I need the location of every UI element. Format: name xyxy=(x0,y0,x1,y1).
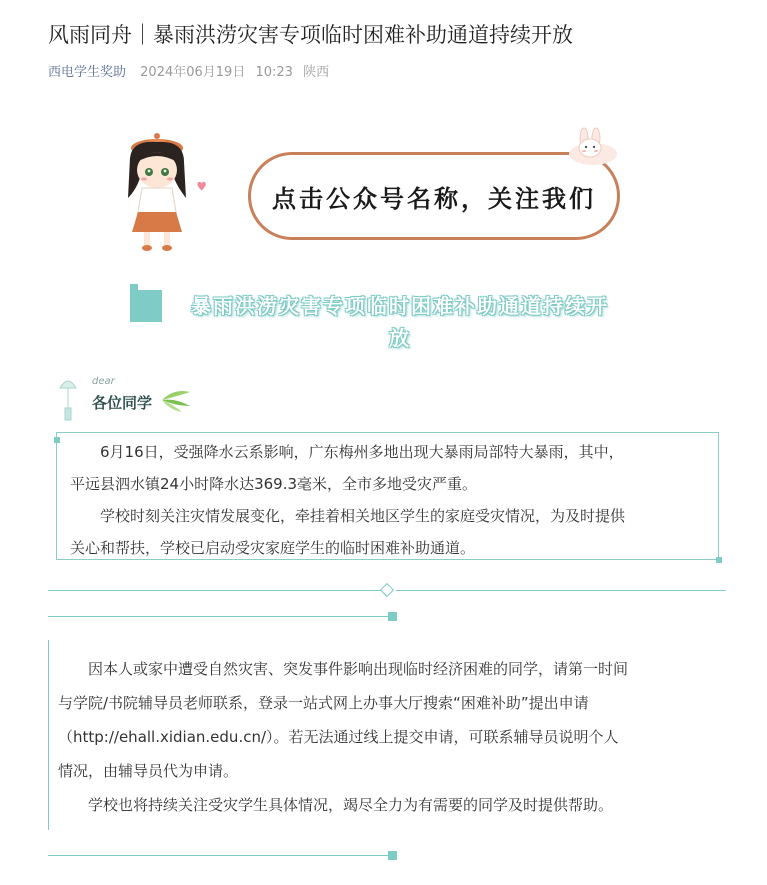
publish-location: 陕西 xyxy=(303,65,330,80)
article-title: 风雨同舟｜暴雨洪涝灾害专项临时困难补助通道持续开放 xyxy=(48,23,573,47)
wind-chime-icon xyxy=(56,372,80,422)
bunny-icon xyxy=(566,126,620,166)
article-meta xyxy=(48,64,329,82)
subtitle-line1: 暴雨洪涝灾害专项临时困难补助通道持续开 xyxy=(191,294,609,318)
subtitle-decoration xyxy=(130,290,162,322)
divider-square xyxy=(388,612,397,621)
application-text xyxy=(58,652,718,822)
box-corner-decoration xyxy=(54,437,60,443)
subtitle-decoration-small xyxy=(130,284,138,292)
application-p1-line2: 与学院/书院辅导员老师联系，登录一站式网上办事大厅搜索“困难补助”提出申请 xyxy=(58,694,589,712)
box-corner-decoration xyxy=(716,557,722,563)
subtitle xyxy=(160,290,640,354)
bamboo-leaf-icon xyxy=(160,382,192,414)
publish-time: 10:23 xyxy=(255,65,293,80)
divider-line xyxy=(48,590,382,591)
application-p1-line3: （http://ehall.xidian.edu.cn/）。若无法通过线上提交申请，可联系辅导员说明个人 xyxy=(58,728,619,746)
application-p2: 学校也将持续关注受灾学生具体情况，竭尽全力为有需要的同学及时提供帮助。 xyxy=(88,796,614,814)
notice-p1-line1: 6月16日，受强降水云系影响，广东梅州多地出现大暴雨局部特大暴雨，其中， xyxy=(100,443,624,461)
section-left-border xyxy=(48,640,49,830)
greeting-title: 各位同学 xyxy=(92,394,153,412)
greeting-dear: dear xyxy=(92,376,115,387)
application-p1-line1: 因本人或家中遭受自然灾害、突发事件影响出现临时经济困难的同学，请第一时间 xyxy=(88,660,629,678)
notice-p2-line1: 学校时刻关注灾情发展变化，牵挂着相关地区学生的家庭受灾情况，为及时提供 xyxy=(100,507,626,525)
girl-illustration xyxy=(112,128,212,258)
notice-text xyxy=(70,436,710,564)
divider-square xyxy=(388,851,397,860)
follow-us-text: 点击公众号名称，关注我们 xyxy=(272,183,596,213)
follow-us-banner[interactable] xyxy=(248,152,620,240)
notice-p1-line2: 平远县泗水镇24小时降水达369.3毫米，全市多地受灾严重。 xyxy=(70,475,478,493)
divider-diamond xyxy=(380,583,394,597)
divider-line xyxy=(48,855,388,856)
author-link[interactable]: 西电学生奖助 xyxy=(48,65,127,80)
divider-line xyxy=(396,590,726,591)
publish-date: 2024年06月19日 xyxy=(140,65,246,80)
subtitle-line2: 放 xyxy=(389,326,411,350)
application-p1-line4: 情况，由辅导员代为申请。 xyxy=(58,762,239,780)
divider-line xyxy=(48,616,388,617)
notice-p2-line2: 关心和帮扶，学校已启动受灾家庭学生的临时困难补助通道。 xyxy=(70,539,476,557)
